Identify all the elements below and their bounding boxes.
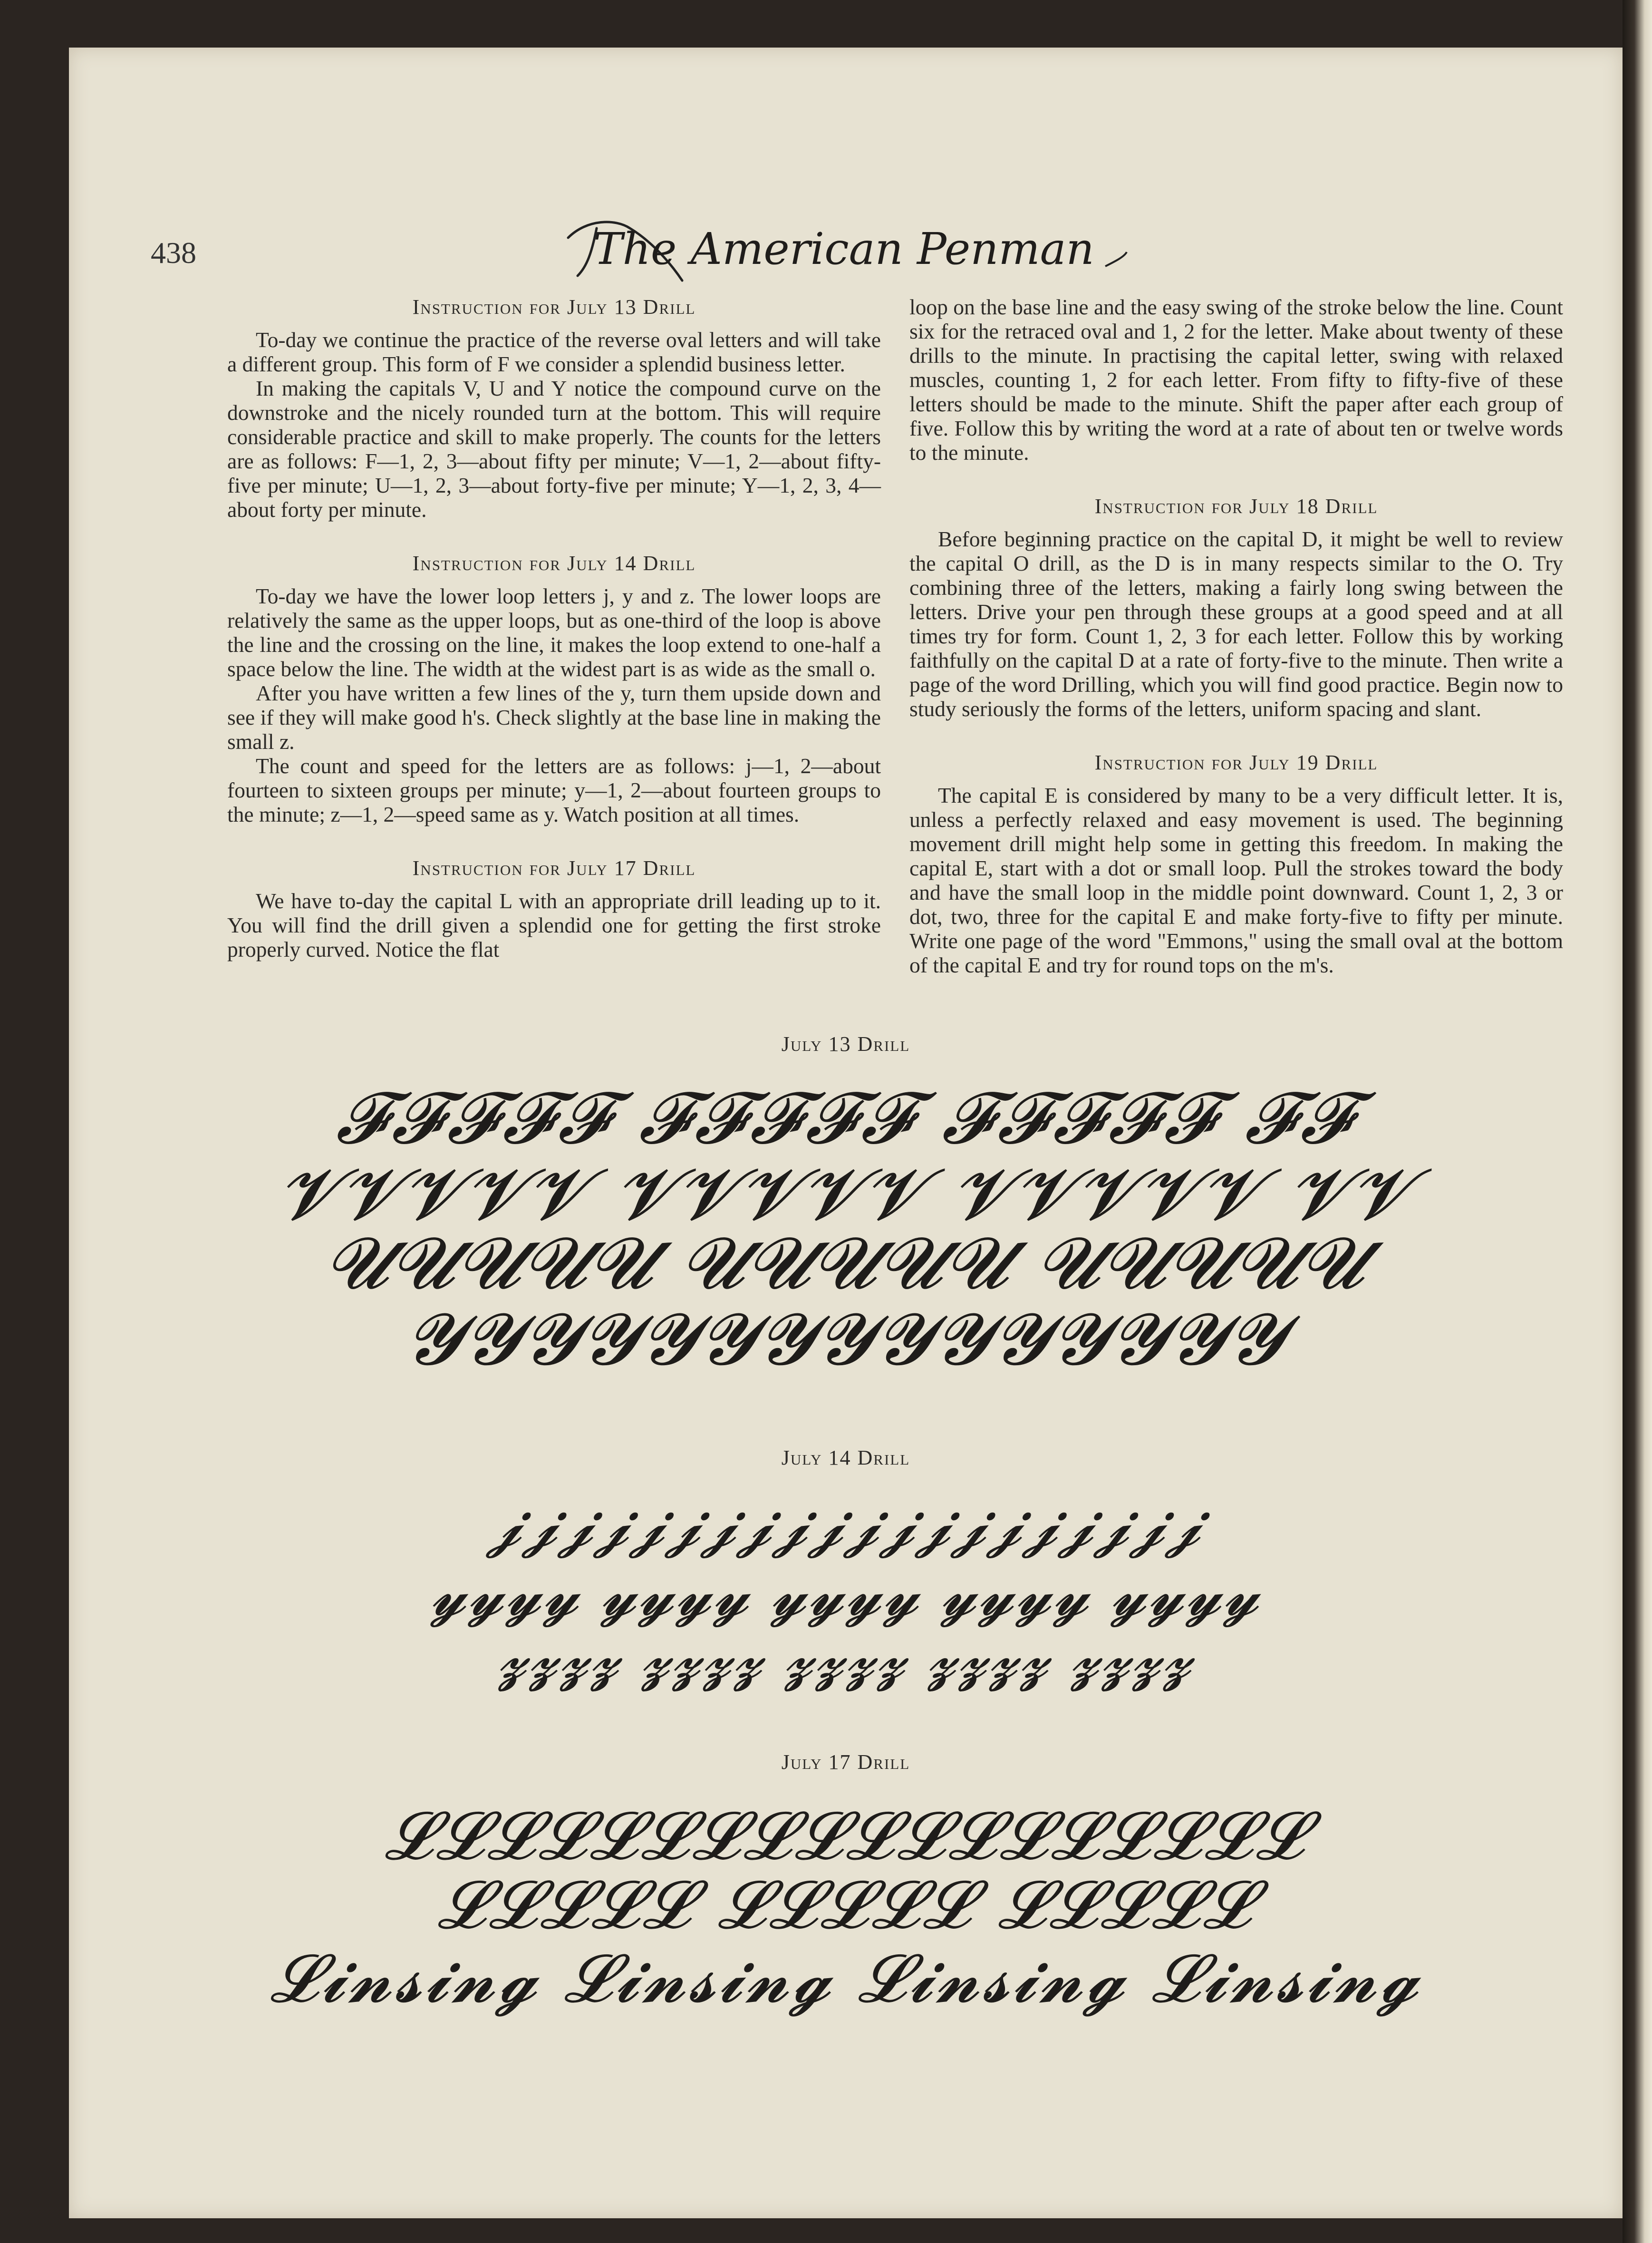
paragraph: The capital E is considered by many to be a very difficult letter. It is, unless a perfectly relaxed and easy movement is used. The beginning movement drill might help some in getting this freedom. In making the capital E, start with a dot or small loop. Pull the strokes toward the body and have the small loop in the middle point downward. Count 1, 2, 3 or dot, two, three for the capital E and make forty-five to fifty per minute. Write one page of the word "Emmons," using the small oval at the bottom of the capital E and try for round tops on the m's. — [909, 783, 1563, 977]
drill-caption: July 13 Drill — [781, 1032, 910, 1056]
right-section — [909, 750, 1563, 977]
paragraph: In making the capitals V, U and Y notice the compound curve on the downstroke and the nicely rounded turn at the bottom. This will require considerable practice and skill to make properly. The counts for the letters are as follows: F—1, 2, 3—about fifty per minute; V—1, 2—about fifty-five per minute; U—1, 2, 3—about forty-five per minute; Y—1, 2, 3, 4—about forty per minute. — [227, 376, 881, 522]
left-section — [227, 856, 881, 961]
masthead-script — [559, 209, 1129, 290]
paragraph: After you have written a few lines of the y, turn them upside down and see if they will make good h's. Check slightly at the base line in making the small z. — [227, 681, 881, 754]
right-section — [909, 494, 1563, 721]
drill-row: 𝓤𝓤𝓤𝓤𝓤 𝓤𝓤𝓤𝓤𝓤 𝓤𝓤𝓤𝓤𝓤 — [325, 1222, 1367, 1305]
section-heading: Instruction for July 14 Drill — [412, 552, 696, 575]
paragraph: The count and speed for the letters are as follows: j—1, 2—about fourteen to sixteen groups per minute; y—1, 2—about fourteen groups to the minute; z—1, 2—speed same as y. Watch position at all times. — [227, 754, 881, 826]
book-spine — [1623, 0, 1652, 2243]
drill-row: 𝓥𝓥𝓥𝓥𝓥 𝓥𝓥𝓥𝓥𝓥 𝓥𝓥𝓥𝓥𝓥 𝓥𝓥 — [278, 1153, 1413, 1236]
section-heading: Instruction for July 13 Drill — [412, 295, 696, 319]
drill-row: 𝓕𝓕𝓕𝓕𝓕 𝓕𝓕𝓕𝓕𝓕 𝓕𝓕𝓕𝓕𝓕 𝓕𝓕 — [336, 1077, 1356, 1160]
masthead-logo — [559, 209, 1129, 290]
paragraph: We have to-day the capital L with an appropriate drill leading up to it. You will find the drill given a splendid one for getting the first stroke properly curved. Notice the flat — [227, 889, 881, 961]
left-column — [227, 295, 881, 991]
masthead-text: The American Penman — [593, 223, 1094, 274]
paragraph: loop on the base line and the easy swing of the stroke below the line. Count six for the retraced oval and 1, 2 for the letter. Make about twenty of these drills to the minute. In practising the capital letter, swing with relaxed muscles, counting 1, 2 for each letter. From fifty to fifty-five of these letters should be made to the minute. Shift the paper after each group of five. Follow this by writing the word at a rate of about ten or twelve words to the minute. — [909, 295, 1563, 465]
drill-row: 𝓛𝓛𝓛𝓛𝓛 𝓛𝓛𝓛𝓛𝓛 𝓛𝓛𝓛𝓛𝓛 — [437, 1866, 1254, 1944]
drill-row: 𝓛𝓛𝓛𝓛𝓛𝓛𝓛𝓛𝓛𝓛𝓛𝓛𝓛𝓛𝓛𝓛𝓛𝓛 — [384, 1797, 1307, 1875]
drill-row: 𝔃𝔃𝔃𝔃 𝔃𝔃𝔃𝔃 𝔃𝔃𝔃𝔃 𝔃𝔃𝔃𝔃 𝔃𝔃𝔃𝔃 — [498, 1626, 1194, 1692]
drill-row: 𝓳𝓳𝓳𝓳𝓳𝓳𝓳𝓳𝓳𝓳𝓳𝓳𝓳𝓳𝓳𝓳𝓳𝓳𝓳𝓳 — [488, 1493, 1203, 1559]
drill-row: 𝓨𝓨𝓨𝓨𝓨𝓨𝓨𝓨𝓨𝓨𝓨𝓨𝓨𝓨𝓨 — [405, 1298, 1286, 1381]
drill-row: 𝔂𝔂𝔂𝔂 𝔂𝔂𝔂𝔂 𝔂𝔂𝔂𝔂 𝔂𝔂𝔂𝔂 𝔂𝔂𝔂𝔂 — [430, 1562, 1261, 1628]
section-heading: Instruction for July 19 Drill — [1094, 751, 1378, 774]
right-section — [909, 295, 1563, 465]
right-column — [909, 295, 1563, 1007]
drill-row: 𝓛𝓲𝓷𝓼𝓲𝓷𝓰 𝓛𝓲𝓷𝓼𝓲𝓷𝓰 𝓛𝓲𝓷𝓼𝓲𝓷𝓰 𝓛𝓲𝓷𝓼𝓲𝓷𝓰 — [270, 1940, 1421, 2018]
section-heading: Instruction for July 18 Drill — [1094, 495, 1378, 518]
left-section — [227, 295, 881, 522]
paragraph: Before beginning practice on the capital D, it might be well to review the capital O drill, as the D is in many respects similar to the O. Try combining three of the letters, making a fairly long swing between the letters. Drive your pen through these groups at a good speed and at all times try for form. Count 1, 2, 3 for each letter. Follow this by working faithfully on the capital D at a rate of forty-five to the minute. Then write a page of the word Drilling, which you will find good practice. Begin now to study seriously the forms of the letters, uniform spacing and slant. — [909, 527, 1563, 721]
drill-caption: July 17 Drill — [781, 1750, 910, 1774]
paragraph: To-day we continue the practice of the reverse oval letters and will take a different group. This form of F we consider a splendid business letter. — [227, 328, 881, 376]
page-number: 438 — [151, 236, 196, 270]
magazine-page — [69, 48, 1623, 2218]
paragraph: To-day we have the lower loop letters j, y and z. The lower loops are relatively the same as the upper loops, but as one-third of the loop is above the line and the crossing on the line, it makes the loop extend to one-half a space below the line. The width at the widest part is as wide as the small o. — [227, 584, 881, 681]
drill-caption: July 14 Drill — [781, 1446, 910, 1469]
left-section — [227, 551, 881, 826]
section-heading: Instruction for July 17 Drill — [412, 856, 696, 880]
